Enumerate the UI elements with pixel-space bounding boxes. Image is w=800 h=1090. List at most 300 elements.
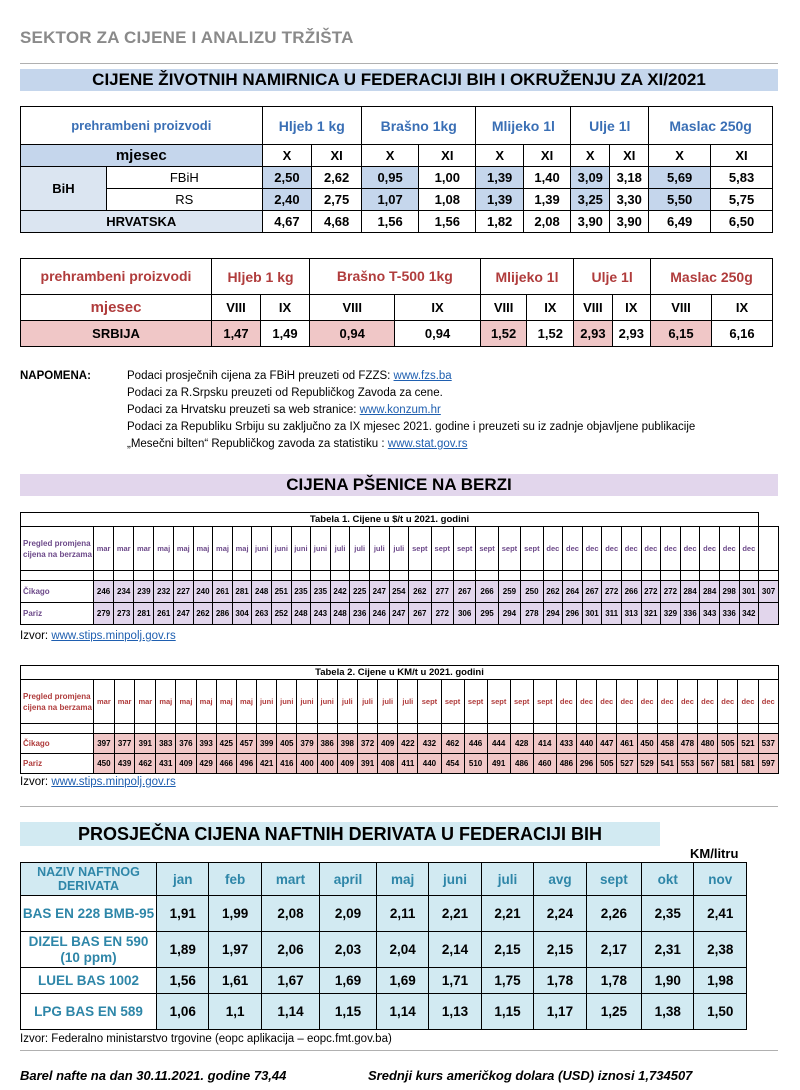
blank-cell — [134, 571, 154, 581]
price-cell: 266 — [621, 581, 641, 603]
row-label: Čikago — [21, 581, 94, 603]
price-cell: 284 — [700, 581, 720, 603]
blank-cell — [617, 724, 637, 734]
blank-cell — [637, 724, 657, 734]
product-col: Brašno T-500 1kg — [310, 259, 481, 295]
price-cell: 251 — [271, 581, 291, 603]
month-cell: dec — [739, 527, 759, 571]
price-cell: 1,71 — [429, 968, 481, 994]
fuel-prices-table — [20, 862, 747, 1030]
source-line: Izvor: www.stips.minpolj.gov.rs — [20, 776, 176, 788]
price-cell: 0,95 — [362, 167, 419, 189]
month-cell: dec — [576, 680, 596, 724]
price-cell: 5,75 — [711, 189, 773, 211]
product-col: Hljeb 1 kg — [212, 259, 310, 295]
bih-label: BiH — [21, 167, 107, 211]
note-text: „Mesečni bilten“ Republičkog zavoda za statistiku : — [127, 438, 388, 450]
row-label: FBiH — [107, 167, 263, 189]
month-cell: sept — [418, 680, 441, 724]
price-cell: 409 — [378, 734, 398, 754]
month-cell: juli — [378, 680, 398, 724]
price-cell: 2,41 — [694, 896, 747, 932]
month-cell: juni — [257, 680, 277, 724]
month-cell: IX — [395, 295, 480, 321]
blank-cell — [176, 724, 196, 734]
price-cell: 383 — [156, 734, 176, 754]
product-col: Maslac 250g — [651, 259, 773, 295]
price-cell: 2,26 — [586, 896, 641, 932]
month-cell: maj — [376, 863, 428, 896]
price-cell: 1,38 — [641, 994, 693, 1030]
price-cell: 234 — [114, 581, 134, 603]
price-cell: 1,39 — [476, 189, 523, 211]
blank-cell — [114, 724, 135, 734]
price-cell: 5,69 — [649, 167, 711, 189]
blank-cell — [521, 571, 543, 581]
source-link[interactable]: www.stips.minpolj.gov.rs — [51, 630, 176, 642]
blank-cell — [597, 724, 617, 734]
month-cell: juli — [398, 680, 418, 724]
price-cell: 2,11 — [376, 896, 428, 932]
product-col: Ulje 1l — [574, 259, 651, 295]
month-cell: XI — [312, 145, 362, 167]
price-cell: 248 — [330, 603, 350, 625]
month-cell: juli — [389, 527, 409, 571]
note-text: Podaci prosječnih cijena za FBiH preuzeti od FZZS: — [127, 370, 394, 382]
blank-cell — [759, 571, 779, 581]
price-cell: 1,89 — [157, 932, 209, 968]
blank-cell — [641, 571, 661, 581]
price-cell: 295 — [476, 603, 498, 625]
price-cell: 399 — [257, 734, 277, 754]
price-cell: 486 — [556, 754, 576, 774]
price-cell: 235 — [291, 581, 311, 603]
month-cell: dec — [621, 527, 641, 571]
price-cell: 301 — [582, 603, 602, 625]
price-cell: 2,50 — [262, 167, 312, 189]
price-cell: 329 — [661, 603, 681, 625]
blank-cell — [193, 571, 213, 581]
price-cell: 272 — [661, 581, 681, 603]
sector-header: SEKTOR ZA CIJENE I ANALIZU TRŽIŠTA — [20, 28, 354, 47]
note-text: Podaci za Republiku Srbiju su zaključno za IX mjesec 2021. godine i preuzeti su iz zadnje objavljene publikacije — [127, 421, 696, 433]
section-title-wheat: CIJENA PŠENICE NA BERZI — [20, 474, 778, 496]
month-cell: dec — [719, 527, 739, 571]
price-cell: 1,99 — [209, 896, 261, 932]
month-cell: juni — [277, 680, 297, 724]
blank-cell — [369, 571, 389, 581]
price-cell: 466 — [216, 754, 236, 774]
price-cell: 478 — [677, 734, 697, 754]
product-header: prehrambeni proizvodi — [21, 107, 263, 145]
price-cell: 232 — [154, 581, 174, 603]
month-cell: sept — [586, 863, 641, 896]
price-cell: 1,39 — [476, 167, 523, 189]
blank-cell — [582, 571, 602, 581]
price-cell: 1,56 — [157, 968, 209, 994]
price-cell: 1,52 — [527, 321, 574, 347]
price-cell: 248 — [252, 581, 272, 603]
price-cell: 408 — [378, 754, 398, 774]
month-cell: juli — [330, 527, 350, 571]
price-cell: 284 — [680, 581, 700, 603]
price-cell: 377 — [114, 734, 135, 754]
product-col: Brašno 1kg — [362, 107, 476, 145]
wheat-usd-table — [20, 512, 779, 625]
blank-cell — [135, 724, 156, 734]
blank-cell — [389, 571, 409, 581]
price-cell: 425 — [216, 734, 236, 754]
month-cell: dec — [582, 527, 602, 571]
month-cell: juli — [369, 527, 389, 571]
month-cell: maj — [236, 680, 256, 724]
month-cell: X — [476, 145, 523, 167]
price-cell: 521 — [738, 734, 758, 754]
blank-cell — [271, 571, 291, 581]
blank-cell — [453, 571, 475, 581]
price-cell: 4,68 — [312, 211, 362, 233]
note-label: NAPOMENA: — [20, 370, 91, 382]
blank-cell — [563, 571, 583, 581]
product-col: Mlijeko 1l — [476, 107, 571, 145]
price-cell: 405 — [277, 734, 297, 754]
price-cell: 261 — [213, 581, 233, 603]
month-cell: XI — [523, 145, 570, 167]
blank-cell — [277, 724, 297, 734]
month-cell: dec — [657, 680, 677, 724]
blank-cell — [758, 724, 778, 734]
month-cell: sept — [409, 527, 431, 571]
price-cell: 267 — [582, 581, 602, 603]
price-cell: 440 — [576, 734, 596, 754]
price-cell: 400 — [317, 754, 337, 774]
blank-cell — [114, 571, 134, 581]
price-cell: 277 — [431, 581, 453, 603]
table-caption: Tabela 2. Cijene u KM/t u 2021. godini — [21, 666, 779, 680]
month-cell: dec — [700, 527, 720, 571]
price-cell: 307 — [759, 581, 779, 603]
note-link[interactable]: www.fzs.ba — [393, 370, 452, 382]
price-cell: 379 — [297, 734, 317, 754]
price-cell: 2,06 — [261, 932, 319, 968]
price-cell: 1,14 — [376, 994, 428, 1030]
month-cell: dec — [680, 527, 700, 571]
price-cell: 386 — [317, 734, 337, 754]
month-cell: mar — [134, 527, 154, 571]
month-cell: juni — [311, 527, 331, 571]
price-cell: 294 — [543, 603, 563, 625]
source-link[interactable]: www.stips.minpolj.gov.rs — [51, 776, 176, 788]
blank-cell — [330, 571, 350, 581]
month-cell: juni — [297, 680, 317, 724]
price-cell: 529 — [637, 754, 657, 774]
note-line — [127, 385, 787, 402]
price-cell: 2,21 — [481, 896, 533, 932]
blank-cell — [154, 571, 174, 581]
month-cell: sept — [521, 527, 543, 571]
note-line — [127, 402, 787, 419]
month-cell: okt — [641, 863, 693, 896]
blank-cell — [464, 724, 487, 734]
month-cell: IX — [612, 295, 650, 321]
price-cell: 454 — [441, 754, 464, 774]
month-cell: dec — [597, 680, 617, 724]
price-cell: 6,50 — [711, 211, 773, 233]
price-cell: 2,15 — [534, 932, 586, 968]
month-cell: dec — [738, 680, 758, 724]
price-cell: 6,16 — [711, 321, 772, 347]
wheat-km-table — [20, 665, 779, 774]
price-cell: 2,38 — [694, 932, 747, 968]
blank-cell — [556, 724, 576, 734]
price-cell: 457 — [236, 734, 256, 754]
note-link[interactable]: www.konzum.hr — [359, 404, 441, 416]
price-cell: 272 — [431, 603, 453, 625]
month-cell: juni — [252, 527, 272, 571]
table-caption: Tabela 1. Cijene u $/t u 2021. godini — [21, 513, 759, 527]
price-cell: 1,67 — [261, 968, 319, 994]
price-cell: 1,52 — [480, 321, 527, 347]
price-cell: 411 — [398, 754, 418, 774]
price-cell: 567 — [698, 754, 718, 774]
price-cell: 225 — [350, 581, 370, 603]
price-cell: 462 — [135, 754, 156, 774]
price-cell: 376 — [176, 734, 196, 754]
price-cell: 2,14 — [429, 932, 481, 968]
price-cell: 2,08 — [523, 211, 570, 233]
month-cell: mar — [94, 527, 114, 571]
price-cell: 486 — [510, 754, 533, 774]
price-cell: 409 — [337, 754, 357, 774]
blank-cell — [257, 724, 277, 734]
blank-cell — [680, 571, 700, 581]
price-cell: 553 — [677, 754, 697, 774]
month-cell: XI — [610, 145, 649, 167]
price-cell: 446 — [464, 734, 487, 754]
month-cell: dec — [758, 680, 778, 724]
price-cell: 1,15 — [481, 994, 533, 1030]
blank-cell — [418, 724, 441, 734]
month-cell — [759, 527, 779, 571]
price-cell: 460 — [533, 754, 556, 774]
price-cell: 306 — [453, 603, 475, 625]
price-cell: 281 — [134, 603, 154, 625]
price-cell: 505 — [718, 734, 738, 754]
blank-cell — [232, 571, 252, 581]
price-cell: 1,13 — [429, 994, 481, 1030]
month-cell: XI — [711, 145, 773, 167]
blank-cell — [398, 724, 418, 734]
price-cell: 296 — [576, 754, 596, 774]
price-cell: 462 — [441, 734, 464, 754]
blank-cell — [213, 571, 233, 581]
month-cell: maj — [176, 680, 196, 724]
source-line: Izvor: www.stips.minpolj.gov.rs — [20, 630, 176, 642]
note-line — [127, 436, 787, 453]
price-cell: 1,08 — [419, 189, 476, 211]
blank-cell — [337, 724, 357, 734]
month-cell: IX — [711, 295, 772, 321]
price-cell: 301 — [739, 581, 759, 603]
price-cell: 242 — [330, 581, 350, 603]
unit-label: KM/litru — [690, 846, 739, 861]
price-cell: 240 — [193, 581, 213, 603]
price-cell: 4,67 — [262, 211, 312, 233]
price-cell: 272 — [602, 581, 622, 603]
price-cell: 1,56 — [362, 211, 419, 233]
price-cell: 247 — [369, 581, 389, 603]
price-cell: 264 — [563, 581, 583, 603]
price-cell: 259 — [498, 581, 520, 603]
month-cell: sept — [510, 680, 533, 724]
month-cell: X — [571, 145, 610, 167]
price-cell: 433 — [556, 734, 576, 754]
blank-cell — [441, 724, 464, 734]
price-cell: 2,31 — [641, 932, 693, 968]
row-label: Čikago — [21, 734, 94, 754]
price-cell: 267 — [453, 581, 475, 603]
price-cell: 1,49 — [261, 321, 310, 347]
month-cell: maj — [232, 527, 252, 571]
price-cell: 1,91 — [157, 896, 209, 932]
price-cell: 272 — [641, 581, 661, 603]
price-cell: 398 — [337, 734, 357, 754]
price-cell: 510 — [464, 754, 487, 774]
blank-cell — [487, 724, 510, 734]
month-cell: dec — [617, 680, 637, 724]
price-cell: 247 — [174, 603, 194, 625]
note-text: Podaci za Hrvatsku preuzeti sa web stranice: — [127, 404, 360, 416]
note-link[interactable]: www.stat.gov.rs — [387, 438, 468, 450]
row-label: DIZEL BAS EN 590 (10 ppm) — [21, 932, 157, 968]
month-cell: maj — [174, 527, 194, 571]
month-cell: dec — [563, 527, 583, 571]
month-cell: juli — [350, 527, 370, 571]
price-cell: 3,18 — [610, 167, 649, 189]
month-cell: mar — [135, 680, 156, 724]
month-cell: maj — [154, 527, 174, 571]
month-cell: mart — [261, 863, 319, 896]
price-cell: 239 — [134, 581, 154, 603]
price-cell: 2,75 — [312, 189, 362, 211]
month-cell: maj — [193, 527, 213, 571]
price-cell: 1,61 — [209, 968, 261, 994]
price-cell: 294 — [498, 603, 520, 625]
price-cell: 273 — [114, 603, 134, 625]
blank-cell — [510, 724, 533, 734]
price-cell: 447 — [597, 734, 617, 754]
row-label: SRBIJA — [21, 321, 212, 347]
month-cell: VIII — [480, 295, 527, 321]
usd-exchange-rate: Srednji kurs američkog dolara (USD) iznosi 1,734507 — [368, 1068, 693, 1083]
note-line — [127, 419, 787, 436]
price-cell: 496 — [236, 754, 256, 774]
price-cell: 537 — [758, 734, 778, 754]
price-cell: 261 — [154, 603, 174, 625]
price-cell: 3,90 — [610, 211, 649, 233]
price-cell: 1,06 — [157, 994, 209, 1030]
month-cell: feb — [209, 863, 261, 896]
price-cell: 1,15 — [320, 994, 377, 1030]
price-cell: 429 — [196, 754, 216, 774]
price-cell: 432 — [418, 734, 441, 754]
price-cell: 6,15 — [651, 321, 712, 347]
month-cell: dec — [543, 527, 563, 571]
product-col: Hljeb 1 kg — [262, 107, 361, 145]
food-prices-bih-table — [20, 106, 773, 233]
price-cell: 1,1 — [209, 994, 261, 1030]
month-cell: nov — [694, 863, 747, 896]
price-cell: 491 — [487, 754, 510, 774]
price-cell: 372 — [357, 734, 377, 754]
blank-cell — [252, 571, 272, 581]
month-cell: IX — [261, 295, 310, 321]
divider — [20, 63, 778, 64]
blank-cell — [576, 724, 596, 734]
price-cell: 450 — [637, 734, 657, 754]
month-cell: mar — [94, 680, 115, 724]
price-cell: 1,98 — [694, 968, 747, 994]
month-cell: maj — [216, 680, 236, 724]
blank-cell — [94, 724, 115, 734]
blank-cell — [476, 571, 498, 581]
price-cell: 461 — [617, 734, 637, 754]
price-cell: 3,30 — [610, 189, 649, 211]
price-cell: 2,24 — [534, 896, 586, 932]
price-cell: 235 — [311, 581, 331, 603]
price-cell: 581 — [718, 754, 738, 774]
price-cell: 281 — [232, 581, 252, 603]
price-cell: 581 — [738, 754, 758, 774]
price-cell: 1,07 — [362, 189, 419, 211]
month-header: mjesec — [21, 145, 263, 167]
month-cell: VIII — [310, 295, 395, 321]
price-cell: 5,50 — [649, 189, 711, 211]
blank-cell — [738, 724, 758, 734]
blank-cell — [216, 724, 236, 734]
month-cell: juni — [271, 527, 291, 571]
price-cell: 298 — [719, 581, 739, 603]
price-cell: 397 — [94, 734, 115, 754]
month-cell: jan — [157, 863, 209, 896]
row-label: Pariz — [21, 754, 94, 774]
month-cell: VIII — [574, 295, 612, 321]
price-cell: 343 — [700, 603, 720, 625]
month-cell: IX — [527, 295, 574, 321]
month-cell: mar — [114, 680, 135, 724]
price-cell: 254 — [389, 581, 409, 603]
month-cell: juni — [317, 680, 337, 724]
price-cell: 262 — [193, 603, 213, 625]
note-text: Podaci za R.Srpsku preuzeti od Republičkog Zavoda za cene. — [127, 387, 443, 399]
price-cell: 2,15 — [481, 932, 533, 968]
price-cell: 1,69 — [320, 968, 377, 994]
price-cell: 450 — [94, 754, 115, 774]
price-cell: 1,90 — [641, 968, 693, 994]
price-cell: 1,97 — [209, 932, 261, 968]
blank-cell — [409, 571, 431, 581]
price-cell: 1,69 — [376, 968, 428, 994]
month-cell: juli — [337, 680, 357, 724]
price-cell: 1,47 — [212, 321, 261, 347]
price-cell: 321 — [641, 603, 661, 625]
price-cell: 286 — [213, 603, 233, 625]
price-cell: 1,50 — [694, 994, 747, 1030]
price-cell: 313 — [621, 603, 641, 625]
price-cell: 439 — [114, 754, 135, 774]
fuel-source: Izvor: Federalno ministarstvo trgovine (eopc aplikacija – eopc.fmt.gov.ba) — [20, 1033, 392, 1045]
row-label: LPG BAS EN 589 — [21, 994, 157, 1030]
